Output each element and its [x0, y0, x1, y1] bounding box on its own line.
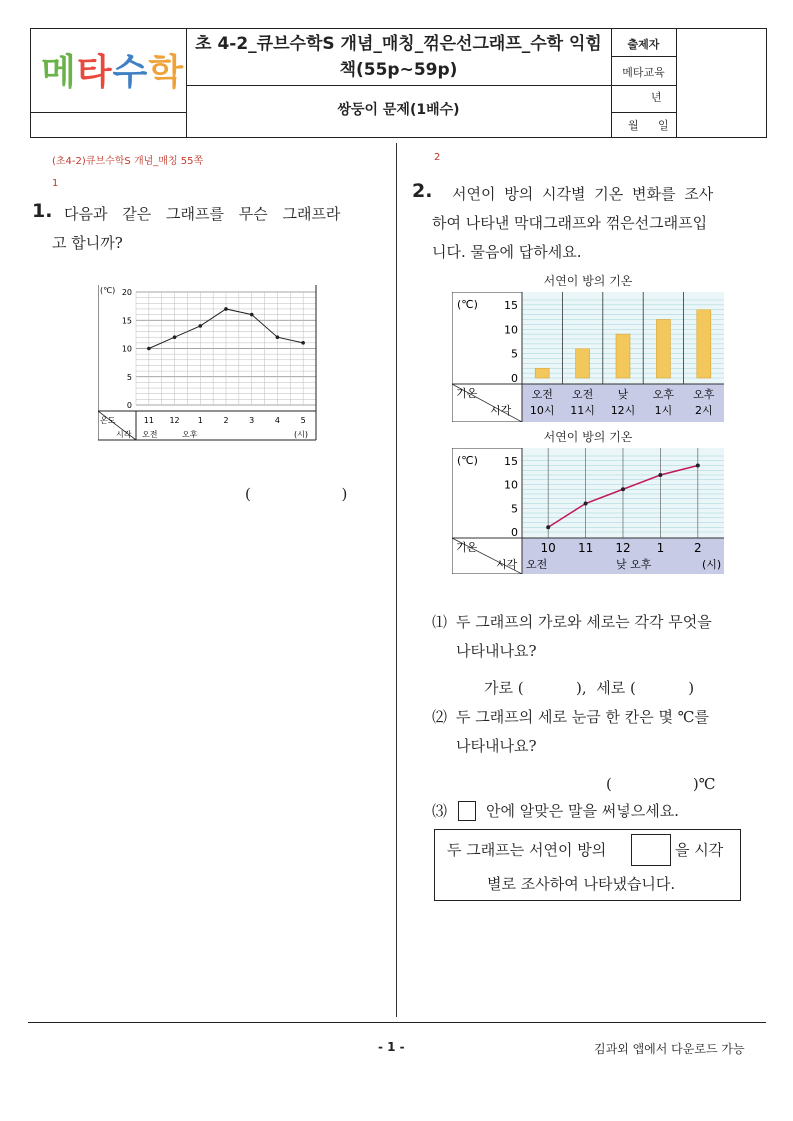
chart1-x-tick-label: 3 — [249, 416, 255, 425]
bar-chart — [452, 292, 724, 422]
bar — [697, 310, 711, 378]
bar-chart-x-label-bottom: 12시 — [610, 404, 636, 417]
sub-question-1-answer[interactable]: 가로 ( ), 세로 ( ) — [484, 679, 695, 697]
sub-question-1-line2: 나타내나요? — [456, 642, 537, 660]
question-index-2: 2 — [434, 152, 441, 163]
answer-blank-1[interactable]: ( ) — [245, 485, 348, 503]
chart1-data-point — [301, 341, 305, 345]
question-2-line3: 니다. 물음에 답하세요. — [432, 243, 582, 261]
chart1-x-ticks — [144, 416, 306, 425]
line-chart-2-data-point — [621, 487, 625, 491]
line-chart-1 — [98, 282, 318, 442]
bar — [576, 349, 590, 378]
sub-question-2-number: ⑵ — [432, 708, 448, 726]
chart1-y-ticks — [122, 288, 132, 410]
chart1-y-tick-label: 10 — [121, 344, 132, 354]
bar-chart-x-label-top: 오후 — [693, 388, 715, 401]
bar-chart-row-time: 시각 — [490, 404, 512, 417]
bar-chart-row-temp: 기온 — [456, 387, 478, 400]
day-label: 일 — [658, 119, 669, 132]
line-chart-2-noon-pm: 낮 오후 — [616, 558, 652, 571]
line-chart-2-title: 서연이 방의 기온 — [543, 430, 633, 444]
author-label: 출제자 — [627, 38, 660, 51]
chart1-data-point — [224, 307, 228, 311]
line-chart-2-data-point — [658, 473, 662, 477]
footer-rule — [28, 1022, 766, 1023]
chart1-y-tick-label: 20 — [121, 288, 132, 297]
column-divider — [396, 143, 397, 1017]
page-number: - 1 - — [378, 1040, 405, 1054]
fill-in-text-1: 두 그래프는 서연이 방의 — [447, 841, 607, 859]
chart1-x-tick-label: 2 — [223, 416, 229, 425]
line-chart-2-unit: (℃) — [457, 454, 478, 467]
fill-in-text-2: 을 시각 — [675, 841, 724, 859]
chart1-y-tick-label: 15 — [121, 316, 132, 326]
footer-note: 김과외 앱에서 다운로드 가능 — [594, 1042, 745, 1056]
bar-chart-x-label-bottom: 11시 — [570, 404, 595, 417]
chart1-x-tick-label: 12 — [169, 416, 180, 425]
chart1-data-point — [276, 335, 280, 339]
bar-chart-x-label-bottom: 1시 — [654, 404, 673, 417]
bar — [535, 368, 549, 378]
bar — [656, 320, 670, 379]
chart1-data-point — [250, 313, 254, 317]
chart1-y-tick-label: 5 — [126, 372, 132, 382]
bar-chart-x-label-top: 오전 — [531, 388, 553, 401]
line-chart-2-data-point — [584, 502, 588, 506]
bar-chart-y-tick-label: 15 — [504, 298, 518, 312]
chart1-row-time: 시각 — [116, 430, 132, 439]
line-chart-2-x-tick-label: 2 — [693, 541, 702, 555]
line-chart-2 — [452, 448, 724, 574]
line-chart-2-y-tick-label: 15 — [504, 454, 518, 468]
sub-question-3-number: ⑶ — [432, 802, 448, 820]
line-chart-2-x-tick-label: 12 — [615, 541, 631, 555]
bar-chart-y-tick-label: 0 — [511, 372, 518, 385]
line-chart-2-x-tick-label: 10 — [540, 541, 556, 555]
question-1-line2: 고 합니까? — [52, 234, 123, 252]
line-chart-2-y-tick-label: 5 — [511, 502, 518, 516]
bar-chart-x-label-top: 낮 — [617, 388, 629, 401]
month-label: 월 — [628, 119, 639, 132]
chart1-x-tick-label: 5 — [300, 416, 306, 425]
line-chart-2-x-tick-label: 1 — [656, 541, 665, 555]
chart1-data-point — [147, 347, 151, 351]
fill-in-text-3: 별로 조사하여 나타냈습니다. — [487, 875, 676, 893]
sub-question-1-line1: 두 그래프의 가로와 세로는 각각 무엇을 — [456, 613, 712, 631]
bar-chart-x-label-top: 오전 — [571, 388, 594, 401]
chart1-am: 오전 — [142, 430, 158, 439]
chart1-x-tick-label: 11 — [143, 416, 154, 425]
chart1-unit: (℃) — [100, 286, 116, 295]
line-chart-2-y-tick-label: 0 — [511, 526, 518, 539]
bar-chart-y-tick-label: 10 — [504, 323, 518, 337]
header-table — [30, 28, 767, 138]
chart1-data-point — [173, 335, 177, 339]
chart1-data-point — [198, 324, 202, 328]
sub-question-2-answer[interactable]: ( )℃ — [606, 775, 716, 793]
line-chart-2-am: 오전 — [526, 558, 548, 571]
bar — [616, 334, 630, 378]
line-chart-2-y-tick-label: 10 — [504, 478, 518, 492]
sub-question-3-text: 안에 알맞은 말을 써넣으세요. — [486, 802, 679, 820]
bar-chart-x-label-bottom: 10시 — [529, 404, 555, 417]
question-1-number: 1. — [32, 200, 53, 222]
question-2-number: 2. — [412, 180, 433, 202]
year-label: 년 — [651, 91, 662, 104]
question-1-line1: 다음과 같은 그래프를 무슨 그래프라 — [64, 205, 341, 223]
chart1-x-tick-label: 1 — [197, 416, 203, 425]
bar-chart-title: 서연이 방의 기온 — [543, 274, 633, 288]
chart1-row-temp: 온도 — [100, 416, 116, 425]
bar-chart-unit: (℃) — [457, 298, 478, 311]
line-chart-2-data-point — [546, 525, 550, 529]
line-chart-2-data-point — [696, 464, 700, 468]
line-chart-2-row-temp: 기온 — [456, 541, 478, 554]
logo — [41, 44, 184, 95]
sub-question-2-line1: 두 그래프의 세로 눈금 한 칸은 몇 ℃를 — [456, 708, 710, 726]
question-2-line2: 하여 나타낸 막대그래프와 꺾은선그래프입 — [432, 214, 708, 232]
small-answer-box-icon — [458, 801, 476, 821]
chart1-x-tick-label: 4 — [274, 416, 280, 425]
bar-chart-x-label-top: 오후 — [652, 388, 675, 401]
line-chart-2-row-time: 시각 — [496, 558, 518, 571]
bar-chart-y-tick-label: 5 — [511, 347, 518, 361]
logo-text: 메타수학 — [41, 52, 185, 93]
sub-question-1-number: ⑴ — [432, 613, 448, 631]
fill-in-box — [434, 829, 741, 901]
question-2-line1: 서연이 방의 시각별 기온 변화를 조사 — [452, 185, 714, 203]
fill-in-blank[interactable] — [631, 834, 671, 866]
question-index: 1 — [52, 178, 59, 189]
line-chart-2-x-unit: (시) — [702, 558, 722, 571]
sub-question-2-line2: 나타내나요? — [456, 737, 537, 755]
bar-chart-x-label-bottom: 2시 — [694, 404, 713, 417]
worksheet-subtitle: 쌍둥이 문제(1배수) — [337, 102, 460, 118]
chart1-pm: 오후 — [182, 430, 198, 439]
chart1-x-unit: (시) — [294, 430, 308, 439]
source-label: (초4-2)큐브수학S 개념_매칭 55쪽 — [52, 156, 204, 167]
chart1-y-tick-label: 0 — [126, 401, 132, 410]
line-chart-2-x-tick-label: 11 — [577, 541, 594, 555]
author-value: 메타교육 — [622, 66, 665, 79]
worksheet-title: 초 4-2_큐브수학S 개념_매칭_꺾은선그래프_수학 익힘 책(55p~59p) — [195, 34, 602, 80]
